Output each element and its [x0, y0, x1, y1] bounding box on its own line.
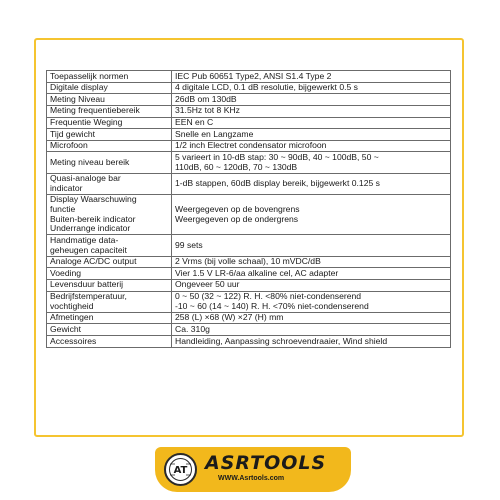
spec-value — [172, 152, 451, 173]
spec-value-line: Vier 1.5 V LR-6/aa alkaline cel, AC adapter — [175, 267, 339, 278]
spec-label-line: Toepasselijk normen — [50, 70, 129, 81]
spec-label — [47, 268, 172, 280]
logo-badge-text: AT — [173, 465, 188, 476]
table-row — [47, 268, 451, 280]
spec-value — [172, 235, 451, 256]
spec-value — [172, 268, 451, 280]
spec-label-line: Underrange indicator — [50, 223, 131, 234]
spec-label-line: Accessoires — [50, 335, 97, 346]
spec-label — [47, 105, 172, 117]
spec-value-line: Ongeveer 50 uur — [175, 279, 240, 290]
spec-label — [47, 291, 172, 312]
table-row — [47, 71, 451, 83]
spec-label — [47, 140, 172, 152]
spec-label-line: Meting Niveau — [50, 93, 105, 104]
logo-name: ASRTOOLS — [205, 452, 327, 474]
spec-value-line: Ca. 310g — [175, 323, 210, 334]
spec-value-line: Weergegeven op de bovengrens — [175, 204, 300, 214]
spec-label-line: Digitale display — [50, 82, 108, 93]
spec-value — [172, 312, 451, 324]
spec-label — [47, 235, 172, 256]
spec-value-line: Snelle en Langzame — [175, 128, 254, 139]
spec-value-line: 2 Vrms (bij volle schaal), 10 mVDC/dB — [175, 256, 321, 267]
spec-value — [172, 173, 451, 194]
spec-label — [47, 279, 172, 291]
spec-table — [46, 70, 451, 348]
spec-value-line: 1/2 inch Electret condensator microfoon — [175, 140, 327, 151]
table-row — [47, 256, 451, 268]
spec-label — [47, 152, 172, 173]
table-row — [47, 117, 451, 129]
spec-value-line: 26dB om 130dB — [175, 93, 237, 104]
spec-label — [47, 194, 172, 235]
spec-label — [47, 82, 172, 94]
spec-value-line: 31.5Hz tot 8 KHz — [175, 105, 240, 116]
spec-value — [172, 82, 451, 94]
table-row — [47, 235, 451, 256]
table-row — [47, 312, 451, 324]
spec-label-line: Meting niveau bereik — [50, 156, 130, 167]
table-row — [47, 105, 451, 117]
table-row — [47, 140, 451, 152]
spec-value-line: 258 (L) ×68 (W) ×27 (H) mm — [175, 312, 284, 323]
spec-label — [47, 71, 172, 83]
table-row — [47, 291, 451, 312]
brand-logo — [155, 447, 351, 492]
spec-value — [172, 256, 451, 268]
spec-value — [172, 117, 451, 129]
spec-label-line: Voeding — [50, 267, 82, 278]
spec-label — [47, 117, 172, 129]
spec-value — [172, 105, 451, 117]
spec-value-line: 99 sets — [175, 239, 203, 250]
spec-label-line: vochtigheid — [50, 300, 94, 311]
spec-label-line: Display Waarschuwing — [50, 194, 137, 205]
spec-label — [47, 173, 172, 194]
spec-value-line: -10 ~ 60 (14 ~ 140) R. H. <70% niet-condenserend — [175, 300, 369, 311]
spec-label-line: functie — [50, 204, 76, 214]
spec-label-line: Meting frequentiebereik — [50, 105, 140, 116]
spec-label-line: Handmatige data- — [50, 234, 119, 245]
spec-table-body — [47, 71, 451, 348]
table-row — [47, 94, 451, 106]
spec-label — [47, 129, 172, 141]
spec-label-line: Levensduur batterij — [50, 279, 124, 290]
spec-label-line: Frequentie Weging — [50, 117, 123, 127]
spec-value-line: 0 ~ 50 (32 ~ 122) R. H. <80% niet-condenserend — [175, 291, 362, 301]
table-row — [47, 173, 451, 194]
spec-label-line: Gewicht — [50, 323, 82, 334]
spec-value-line: Handleiding, Aanpassing schroevendraaier, Wind shield — [175, 335, 388, 346]
spec-label — [47, 324, 172, 336]
spec-value-line: IEC Pub 60651 Type2, ANSI S1.4 Type 2 — [175, 70, 332, 81]
spec-label-line: geheugen capaciteit — [50, 244, 127, 255]
spec-label-line: Analoge AC/DC output — [50, 256, 137, 267]
spec-label-line: Quasi-analoge bar — [50, 173, 121, 184]
spec-value — [172, 336, 451, 348]
spec-label — [47, 256, 172, 268]
table-row — [47, 152, 451, 173]
spec-label — [47, 312, 172, 324]
table-row — [47, 324, 451, 336]
table-row — [47, 194, 451, 235]
spec-value — [172, 140, 451, 152]
spec-value-line: EEN en C — [175, 117, 214, 127]
spec-value — [172, 94, 451, 106]
logo-badge-icon — [164, 453, 197, 486]
spec-label — [47, 336, 172, 348]
spec-value-line: 1-dB stappen, 60dB display bereik, bijgewerkt 0.125 s — [175, 177, 380, 188]
spec-value — [172, 291, 451, 312]
table-row — [47, 129, 451, 141]
spec-label-line: Tijd gewicht — [50, 128, 96, 139]
circuit-icon — [166, 455, 195, 484]
logo-url: WWW.Asrtools.com — [218, 475, 285, 482]
table-row — [47, 82, 451, 94]
spec-label — [47, 94, 172, 106]
spec-value-line: Weergegeven op de ondergrens — [175, 213, 299, 224]
spec-label-line: indicator — [50, 182, 83, 193]
spec-value — [172, 279, 451, 291]
spec-label-line: Microfoon — [50, 140, 88, 151]
table-row — [47, 336, 451, 348]
spec-value — [172, 71, 451, 83]
spec-value-line: 110dB, 60 ~ 120dB, 70 ~ 130dB — [175, 161, 298, 172]
spec-value — [172, 324, 451, 336]
spec-value-line: 5 varieert in 10-dB stap: 30 ~ 90dB, 40 ~ 100dB, 50 ~ — [175, 151, 379, 162]
spec-label-line: Bedrijfstemperatuur, — [50, 291, 127, 301]
spec-label-line: Afmetingen — [50, 312, 94, 323]
spec-value — [172, 129, 451, 141]
table-row — [47, 279, 451, 291]
spec-value-line: 4 digitale LCD, 0.1 dB resolutie, bijgewerkt 0.5 s — [175, 82, 358, 93]
spec-label-line: Buiten-bereik indicator — [50, 213, 136, 224]
spec-value — [172, 194, 451, 235]
